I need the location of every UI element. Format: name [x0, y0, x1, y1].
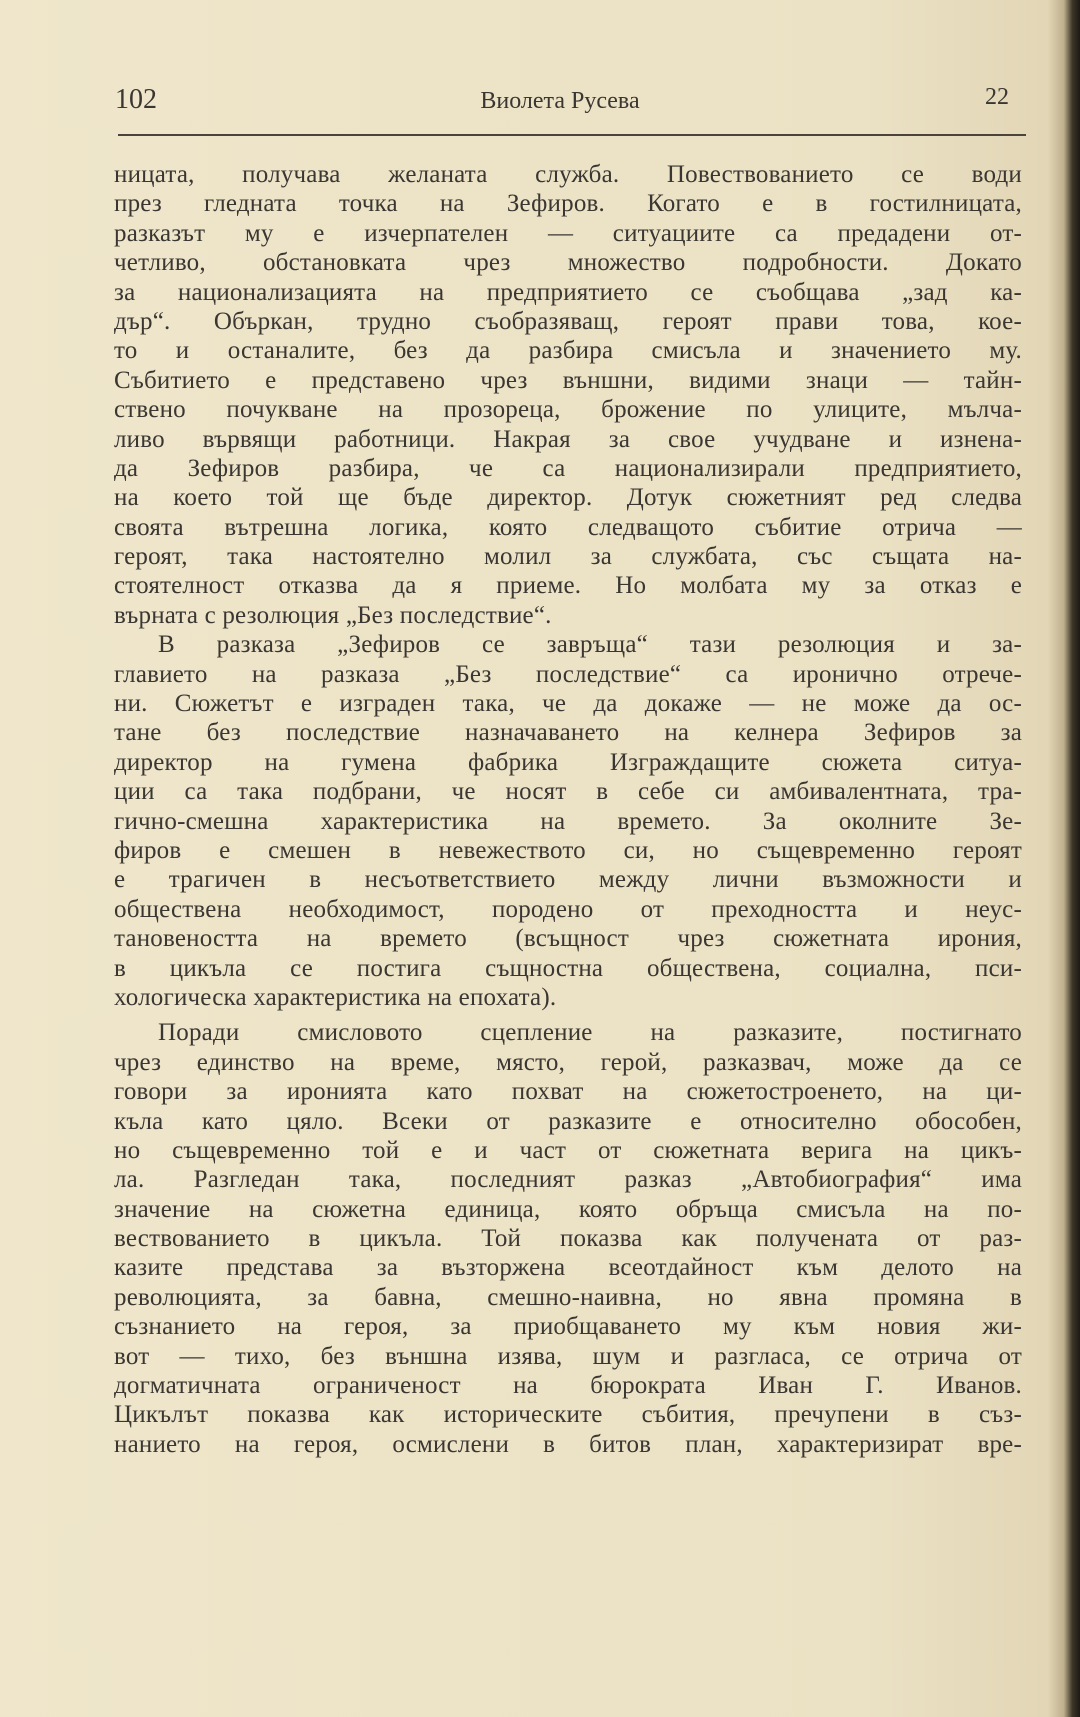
paragraph	[114, 630, 1022, 1012]
body-text	[114, 160, 1022, 1459]
text-line: за национализацията на предприятието се съобщава „зад ка-	[114, 278, 1022, 306]
text-line: значение на сюжетна единица, която обръща смисъла на по-	[114, 1195, 1022, 1223]
text-line: ствено почукване на прозореца, брожение по улиците, мълча-	[114, 396, 1022, 424]
text-line: говори за иронията като похват на сюжетостроенето, на ци-	[114, 1078, 1022, 1106]
paragraph	[114, 1018, 1022, 1459]
text-line: В разказа „Зефиров се завръща“ тази резолюция и за-	[158, 631, 1022, 659]
text-line: на което той ще бъде директор. Дотук сюжетният ред следва	[114, 484, 1022, 512]
paragraph	[114, 160, 1022, 630]
text-line: вествованието в цикъла. Той показва как получената от раз-	[114, 1225, 1022, 1253]
text-line: но същевременно той е и част от сюжетната верига на цикъ-	[114, 1136, 1022, 1164]
text-line: е трагичен в несъответствието между лични възможности и	[114, 866, 1022, 894]
text-line: чрез единство на време, място, герой, разказвач, може да се	[114, 1048, 1022, 1076]
text-line: гично-смешна характеристика на времето. За околните Зе-	[114, 807, 1022, 835]
text-line: разказът му е изчерпателен — ситуациите са предадени от-	[114, 219, 1022, 247]
text-line: тане без последствие назначаването на келнера Зефиров за	[114, 719, 1022, 747]
text-line: дър“. Объркан, трудно съобразяващ, героят прави това, кое-	[114, 307, 1022, 335]
text-line: ции са така подбрани, че носят в себе си амбивалентната, тра-	[114, 778, 1022, 806]
text-line: то и останалите, без да разбира смисъла и значението му.	[114, 337, 1022, 365]
running-head-author: Виолета Русева	[480, 88, 640, 114]
signature-mark: 22	[985, 84, 1009, 110]
text-line: ницата, получава желаната служба. Повествованието се води	[114, 161, 1022, 188]
text-line: Поради смисловото сцепление на разказите, постигнато	[158, 1019, 1022, 1047]
text-line: фиров е смешен в невежеството си, но същевременно героят	[114, 836, 1022, 864]
header-rule	[118, 134, 1026, 136]
text-line: казите представа за възторжена всеотдайност към делото на	[114, 1254, 1022, 1282]
text-line: хологическа характеристика на епохата).	[114, 983, 557, 1011]
text-line: ни. Сюжетът е изграден така, че да докаже — не може да ос-	[114, 690, 1022, 718]
text-line: през гледната точка на Зефиров. Когато е в гостилницата,	[114, 190, 1022, 218]
text-line: обществена необходимост, породено от преходността и неус-	[114, 895, 1022, 923]
text-line: в цикъла се постига същностна обществена, социална, пси-	[114, 954, 1022, 982]
page-number: 102	[115, 84, 157, 115]
text-line: догматичната ограниченост на бюрократа Иван Г. Иванов.	[114, 1372, 1022, 1400]
text-line: Цикълът показва как историческите събития, пречупени в съз-	[114, 1401, 1022, 1429]
text-line: тановеността на времето (всъщност чрез сюжетната ирония,	[114, 925, 1022, 953]
text-line: революцията, за бавна, смешно-наивна, но явна промяна в	[114, 1283, 1022, 1311]
text-line: стоятелност отказва да я приеме. Но молбата му за отказ е	[114, 572, 1022, 600]
text-line: четливо, обстановката чрез множество подробности. Докато	[114, 249, 1022, 277]
text-line: вот — тихо, без външна изява, шум и разгласа, се отрича от	[114, 1342, 1022, 1370]
text-line: къла като цяло. Всеки от разказите е относително обособен,	[114, 1107, 1022, 1135]
text-line: върната с резолюция „Без последствие“.	[114, 601, 552, 629]
text-line: своята вътрешна логика, която следващото събитие отрича —	[114, 513, 1022, 541]
text-line: нанието на героя, осмислени в битов план, характеризират вре-	[114, 1430, 1022, 1458]
text-line: директор на гумена фабрика Изграждащите сюжета ситуа-	[114, 748, 1022, 776]
text-line: да Зефиров разбира, че са национализирали предприятието,	[114, 454, 1022, 482]
text-line: главието на разказа „Без последствие“ са иронично отрече-	[114, 660, 1022, 688]
text-line: ливо вървящи работници. Накрая за свое учудване и изнена-	[114, 425, 1022, 453]
text-line: героят, така настоятелно молил за службата, със същата на-	[114, 543, 1022, 571]
text-line: Събитието е представено чрез външни, видими знаци — тайн-	[114, 366, 1022, 394]
text-line: съзнанието на героя, за приобщаването му към новия жи-	[114, 1313, 1022, 1341]
text-line: ла. Разгледан така, последният разказ „Автобиография“ има	[114, 1166, 1022, 1194]
